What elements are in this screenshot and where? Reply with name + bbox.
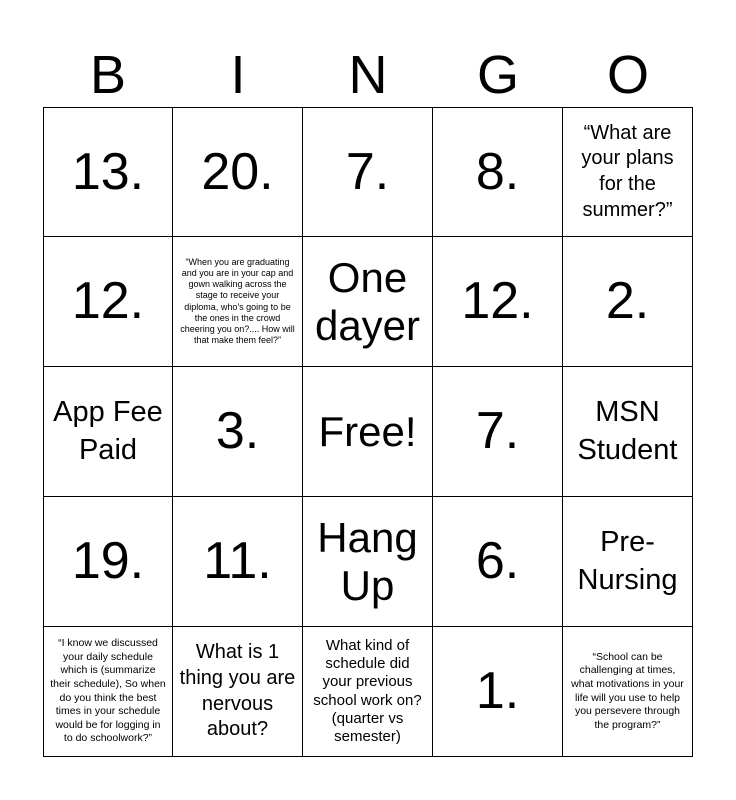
header-letter-i: I: [230, 45, 246, 105]
bingo-cell-r3-c1[interactable]: [173, 497, 303, 627]
free-space-text: Free!: [318, 407, 417, 455]
bingo-header: [43, 44, 693, 106]
bingo-cell-r2-c2[interactable]: [303, 367, 433, 497]
bingo-cell-r4-c0[interactable]: [43, 627, 173, 757]
cell-text: 7.: [475, 402, 520, 461]
cell-text: “When you are graduating and you are in your cap and gown walking across the stage to receive your diploma, who’s going to be the ones in the crowd cheering you on?.... How will that make them feel?”: [180, 256, 295, 346]
cell-text: Hang Up: [317, 514, 418, 609]
cell-text: 6.: [475, 532, 520, 591]
header-letter-b: B: [89, 45, 127, 105]
cell-text: “What are your plans for the summer?”: [581, 121, 674, 221]
cell-text: What kind of schedule did your previous school work on? (quarter vs semester): [313, 636, 422, 746]
cell-text: 11.: [203, 532, 272, 591]
cell-text: 8.: [475, 142, 520, 201]
bingo-cell-r4-c1[interactable]: [173, 627, 303, 757]
cell-text: 7.: [345, 142, 390, 201]
cell-text: 13.: [71, 142, 145, 201]
bingo-cell-r4-c3[interactable]: [433, 627, 563, 757]
cell-text: What is 1 thing you are nervous about?: [179, 641, 296, 741]
cell-text: One dayer: [314, 254, 421, 349]
bingo-cell-r1-c2[interactable]: [303, 237, 433, 367]
bingo-cell-r0-c2[interactable]: [303, 107, 433, 237]
bingo-cell-r2-c4[interactable]: [563, 367, 693, 497]
cell-text: App Fee Paid: [53, 396, 163, 466]
cell-text: “School can be challenging at times, what motivations in your life will you use to help you persevere through the program?”: [571, 650, 684, 731]
bingo-cell-r3-c2[interactable]: [303, 497, 433, 627]
bingo-cell-r3-c0[interactable]: [43, 497, 173, 627]
bingo-cell-r3-c3[interactable]: [433, 497, 563, 627]
cell-text: 2.: [605, 272, 650, 331]
bingo-cell-r1-c3[interactable]: [433, 237, 563, 367]
header-letter-o: O: [606, 45, 649, 105]
bingo-cell-r0-c4[interactable]: [563, 107, 693, 237]
cell-text: MSN Student: [577, 396, 678, 466]
cell-text: 3.: [215, 402, 260, 461]
cell-text: 12.: [461, 272, 534, 331]
bingo-cell-r4-c4[interactable]: [563, 627, 693, 757]
cell-text: 19.: [71, 532, 145, 591]
bingo-cell-r2-c3[interactable]: [433, 367, 563, 497]
cell-text: “I know we discussed your daily schedule which is (summarize their schedule), So when do you think the best times in your schedule would be for logging in to do schoolwork?”: [50, 636, 166, 745]
bingo-cell-r2-c0[interactable]: [43, 367, 173, 497]
cell-text: 1.: [475, 662, 520, 721]
bingo-cell-r0-c0[interactable]: [43, 107, 173, 237]
cell-text: 20.: [201, 142, 274, 201]
bingo-cell-r1-c0[interactable]: [43, 237, 173, 367]
bingo-cell-r2-c1[interactable]: [173, 367, 303, 497]
bingo-cell-r0-c3[interactable]: [433, 107, 563, 237]
bingo-board: [43, 107, 693, 757]
bingo-cell-r1-c4[interactable]: [563, 237, 693, 367]
cell-text: 12.: [71, 272, 145, 331]
bingo-cell-r3-c4[interactable]: [563, 497, 693, 627]
cell-text: Pre-Nursing: [577, 526, 678, 596]
header-letter-g: G: [476, 45, 519, 105]
bingo-cell-r1-c1[interactable]: [173, 237, 303, 367]
bingo-cell-r0-c1[interactable]: [173, 107, 303, 237]
header-letter-n: N: [348, 45, 388, 105]
bingo-cell-r4-c2[interactable]: [303, 627, 433, 757]
